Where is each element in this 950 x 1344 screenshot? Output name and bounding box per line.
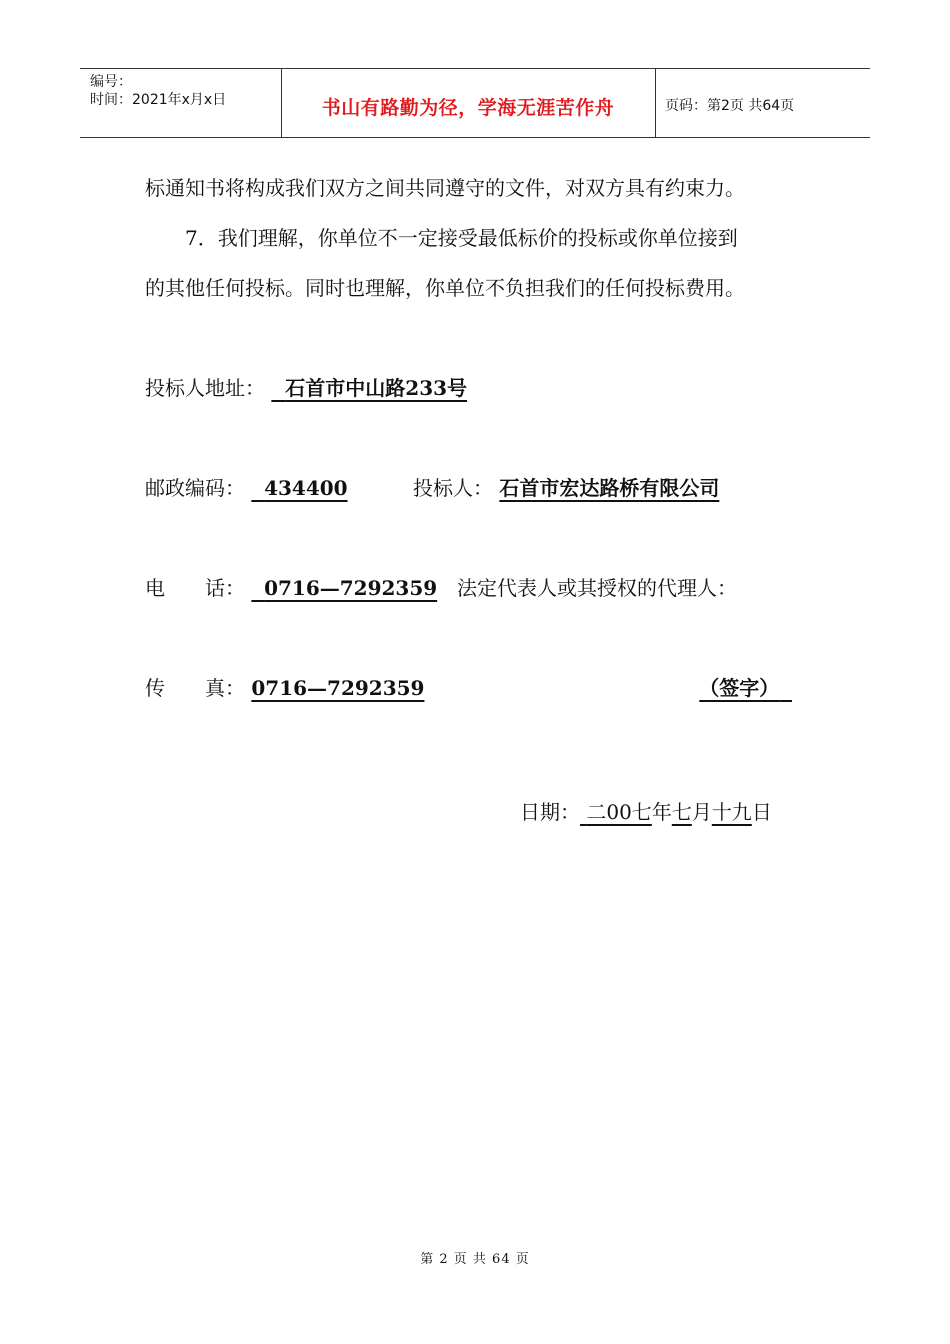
phone-value: 0716—7292359	[264, 576, 438, 600]
date-year: 二00七	[586, 800, 652, 824]
date-day-suffix: 日	[751, 800, 772, 824]
page-header	[80, 68, 870, 138]
date-month: 七	[671, 800, 692, 824]
body-paragraph-line: 7．我们理解，你单位不一定接受最低标价的投标或你单位接到	[185, 226, 738, 250]
date-label: 日期：	[520, 800, 580, 824]
postcode-value: 434400	[264, 476, 348, 500]
phone-row	[145, 572, 438, 601]
document-number: 编号：	[90, 74, 132, 90]
fax-label: 传 真：	[145, 676, 245, 700]
header-left	[90, 73, 226, 109]
date-day: 十九	[711, 800, 752, 824]
postcode-row	[145, 472, 363, 501]
address-label: 投标人地址：	[145, 376, 265, 400]
document-time: 时间：2021年x月x日	[90, 92, 227, 108]
date-month-suffix: 月	[691, 800, 712, 824]
representative-label: 法定代表人或其授权的代理人：	[457, 576, 737, 600]
address-value: 石首市中山路233号	[285, 376, 468, 400]
sign-label: （签字）	[699, 676, 780, 700]
signature-line	[444, 672, 792, 701]
page-footer: 第 2 页 共 64 页	[420, 1252, 530, 1267]
date-row	[520, 796, 772, 825]
date-year-suffix: 年	[651, 800, 672, 824]
phone-label: 电 话：	[145, 576, 245, 600]
bidder-row	[413, 472, 769, 501]
fax-value: 0716—7292359	[251, 676, 425, 700]
fax-row	[145, 672, 425, 701]
bidder-label: 投标人：	[413, 476, 493, 500]
postcode-label: 邮政编码：	[145, 476, 245, 500]
bidder-value: 石首市宏达路桥有限公司	[499, 476, 720, 500]
header-divider	[655, 69, 656, 137]
body-paragraph-line: 标通知书将构成我们双方之间共同遵守的文件，对双方具有约束力。	[145, 176, 745, 200]
header-page-info: 页码：第2页 共64页	[665, 98, 795, 114]
address-row	[145, 372, 626, 401]
body-paragraph-line: 的其他任何投标。同时也理解，你单位不负担我们的任何投标费用。	[145, 276, 745, 300]
header-motto: 书山有路勤为径，学海无涯苦作舟	[321, 97, 615, 119]
